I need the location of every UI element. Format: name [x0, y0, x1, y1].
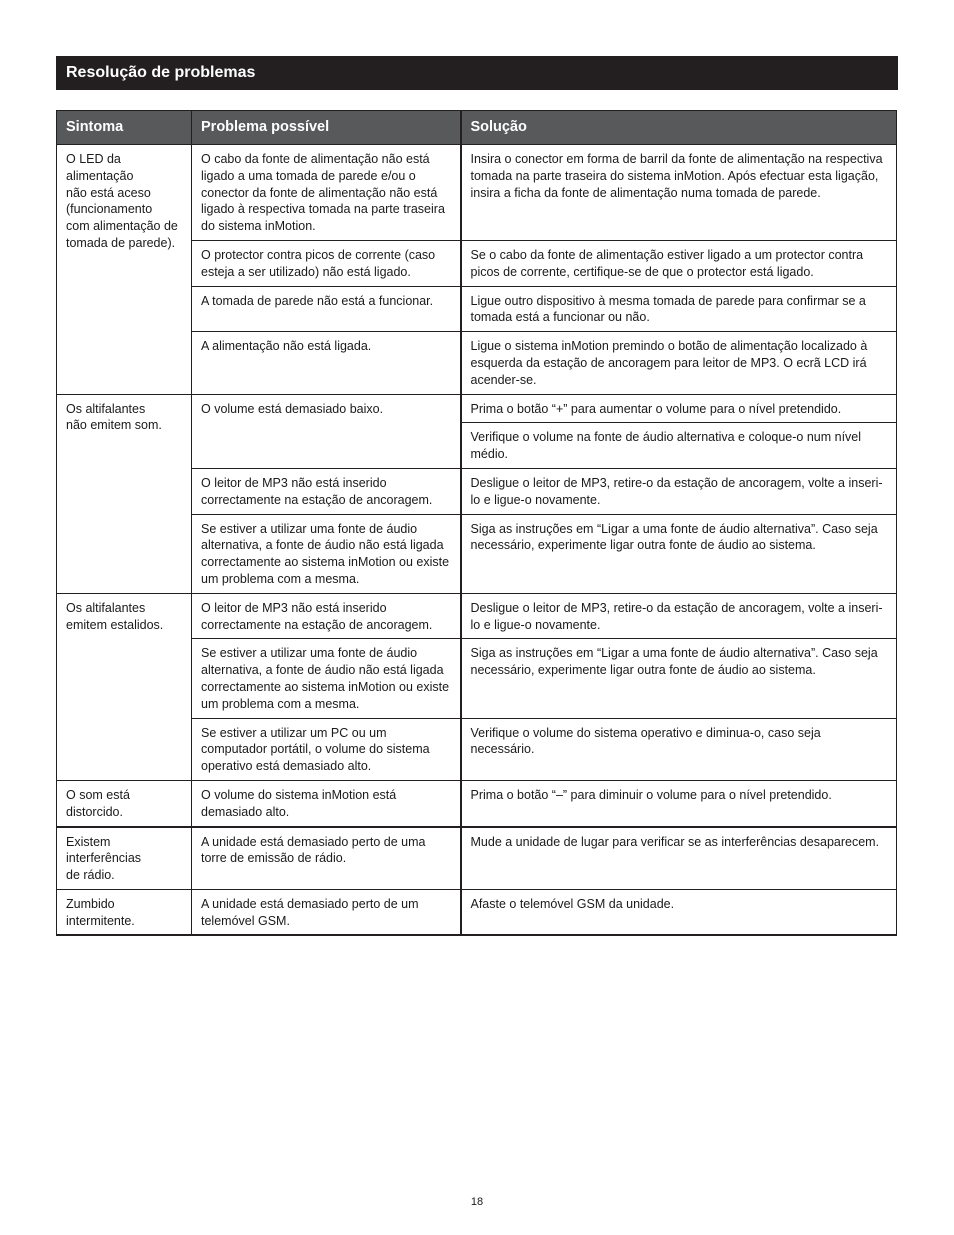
page-number: 18	[470, 1196, 484, 1208]
table-row	[57, 780, 897, 826]
solution-cell: Prima o botão “–” para diminuir o volume para o nível pretendido.	[461, 780, 897, 826]
problem-cell: A unidade está demasiado perto de um telemóvel GSM.	[192, 889, 461, 935]
table-row	[57, 394, 897, 423]
problem-cell: O volume do sistema inMotion está demasiado alto.	[192, 780, 461, 826]
symptom-cell: O som está distorcido.	[57, 780, 192, 826]
header-symptom: Sintoma	[57, 111, 192, 145]
troubleshooting-table	[56, 110, 897, 936]
problem-cell: A unidade está demasiado perto de uma torre de emissão de rádio.	[192, 827, 461, 890]
solution-cell: Verifique o volume do sistema operativo e diminua-o, caso seja necessário.	[461, 718, 897, 780]
problem-cell: O leitor de MP3 não está inserido correctamente na estação de ancoragem.	[192, 593, 461, 639]
table-body	[57, 145, 897, 936]
table-row	[57, 827, 897, 890]
solution-cell: Ligue o sistema inMotion premindo o botão de alimentação localizado à esquerda da estação de ancoragem para leitor de MP3. O ecrã LCD irá acender-se.	[461, 332, 897, 394]
problem-cell: Se estiver a utilizar um PC ou um computador portátil, o volume do sistema operativo está demasiado alto.	[192, 718, 461, 780]
problem-cell: Se estiver a utilizar uma fonte de áudio alternativa, a fonte de áudio não está ligada correctamente ao sistema inMotion ou existe um problema com a mesma.	[192, 639, 461, 718]
problem-cell: O protector contra picos de corrente (caso esteja a ser utilizado) não está ligado.	[192, 240, 461, 286]
symptom-cell: Zumbido intermitente.	[57, 889, 192, 935]
solution-cell: Verifique o volume na fonte de áudio alternativa e coloque-o num nível médio.	[461, 423, 897, 469]
table-header-row	[57, 111, 897, 145]
solution-cell: Desligue o leitor de MP3, retire-o da estação de ancoragem, volte a inseri-lo e ligue-o novamente.	[461, 468, 897, 514]
solution-cell: Ligue outro dispositivo à mesma tomada de parede para confirmar se a tomada está a funcionar ou não.	[461, 286, 897, 332]
solution-cell: Siga as instruções em “Ligar a uma fonte de áudio alternativa”. Caso seja necessário, experimente ligar outra fonte de áudio ao sistema.	[461, 639, 897, 718]
section-title-bar	[56, 56, 898, 90]
problem-cell: A alimentação não está ligada.	[192, 332, 461, 394]
problem-cell: O cabo da fonte de alimentação não está ligado a uma tomada de parede e/ou o conector da fonte de alimentação não está ligado à respectiva tomada na parte traseira do sistema inMotion.	[192, 145, 461, 241]
solution-cell: Se o cabo da fonte de alimentação estiver ligado a um protector contra picos de corrente, certifique-se de que o protector está ligado.	[461, 240, 897, 286]
symptom-cell: Os altifalantes não emitem som.	[57, 394, 192, 593]
solution-cell: Afaste o telemóvel GSM da unidade.	[461, 889, 897, 935]
symptom-cell: Existem interferências de rádio.	[57, 827, 192, 890]
problem-cell: Se estiver a utilizar uma fonte de áudio alternativa, a fonte de áudio não está ligada correctamente ao sistema inMotion ou existe um problema com a mesma.	[192, 514, 461, 593]
symptom-cell: Os altifalantes emitem estalidos.	[57, 593, 192, 780]
problem-cell: A tomada de parede não está a funcionar.	[192, 286, 461, 332]
problem-cell: O volume está demasiado baixo.	[192, 394, 461, 468]
header-solution: Solução	[461, 111, 897, 145]
symptom-cell: O LED da alimentação não está aceso (funcionamento com alimentação de tomada de parede).	[57, 145, 192, 395]
header-problem: Problema possível	[192, 111, 461, 145]
table-row	[57, 889, 897, 935]
section-title: Resolução de problemas	[66, 64, 256, 81]
solution-cell: Insira o conector em forma de barril da fonte de alimentação na respectiva tomada na parte traseira do sistema inMotion. Após efectuar esta ligação, insira a ficha da fonte de alimentação numa tomada de parede.	[461, 145, 897, 241]
solution-cell: Siga as instruções em “Ligar a uma fonte de áudio alternativa”. Caso seja necessário, experimente ligar outra fonte de áudio ao sistema.	[461, 514, 897, 593]
table-row	[57, 145, 897, 241]
solution-cell: Prima o botão “+” para aumentar o volume para o nível pretendido.	[461, 394, 897, 423]
problem-cell: O leitor de MP3 não está inserido correctamente na estação de ancoragem.	[192, 468, 461, 514]
table-row	[57, 593, 897, 639]
solution-cell: Desligue o leitor de MP3, retire-o da estação de ancoragem, volte a inseri-lo e ligue-o novamente.	[461, 593, 897, 639]
solution-cell: Mude a unidade de lugar para verificar se as interferências desaparecem.	[461, 827, 897, 890]
